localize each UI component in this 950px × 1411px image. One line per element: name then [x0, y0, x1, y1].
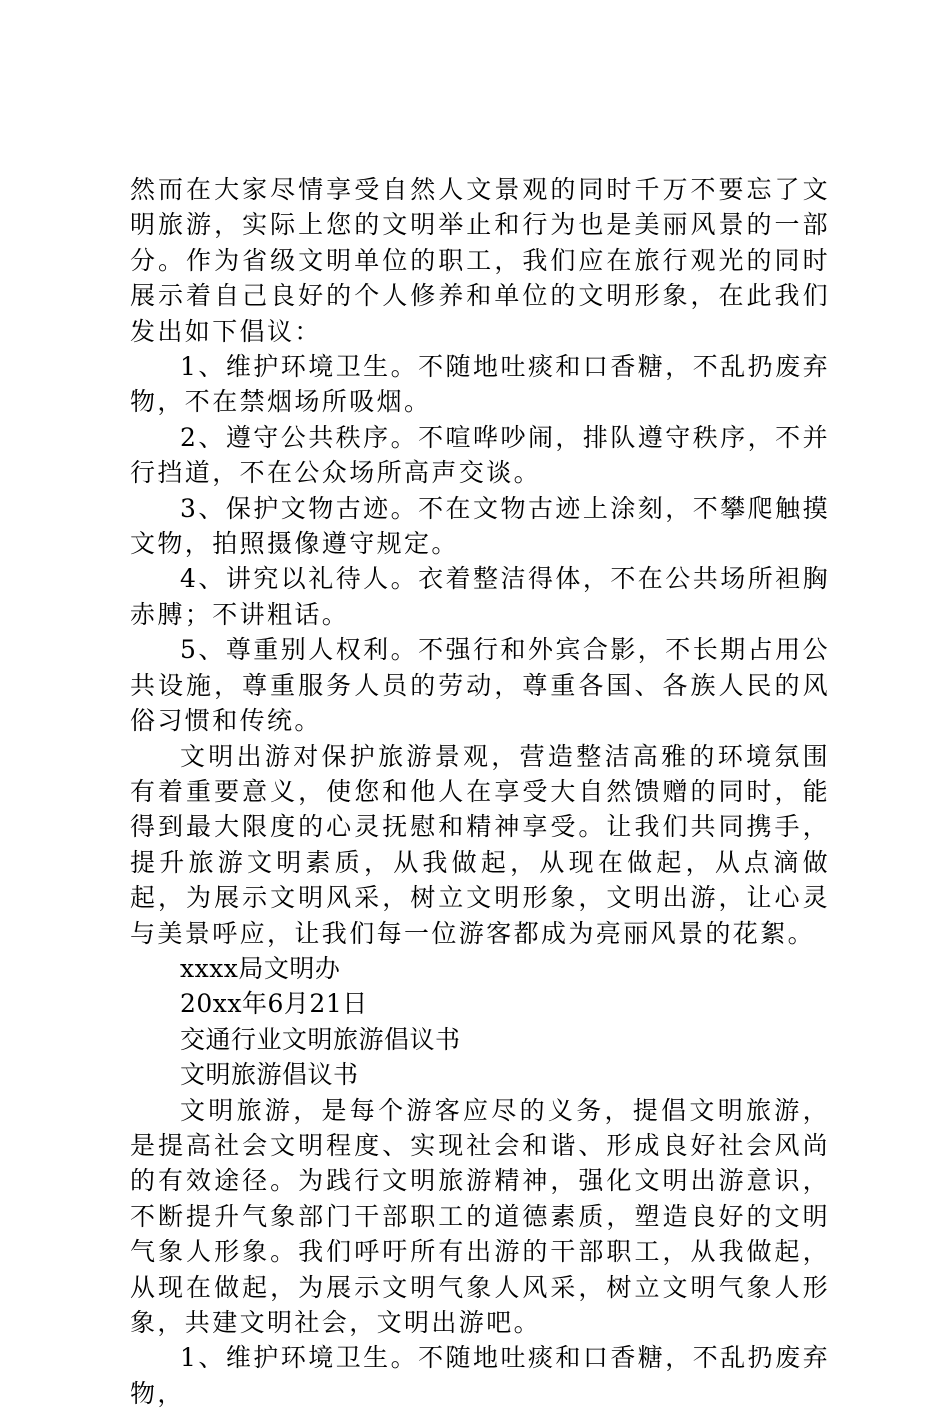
second-proposal-item-1: 1、维护环境卫生。不随地吐痰和口香糖，不乱扔废弃物，	[130, 1343, 830, 1408]
document-title: 交通行业文明旅游倡议书	[180, 1024, 461, 1054]
proposal-item-1: 1、维护环境卫生。不随地吐痰和口香糖，不乱扔废弃物，不在禁烟场所吸烟。	[130, 352, 830, 417]
intro-paragraph: 然而在大家尽情享受自然人文景观的同时千万不要忘了文明旅游，实际上您的文明举止和行为也是美丽风景的一部分。作为省级文明单位的职工，我们应在旅行观光的同时展示着自己良好的个人修养和单位的文明形象，在此我们发出如下倡议：	[130, 175, 830, 346]
section-title: 文明旅游倡议书	[180, 1060, 359, 1090]
proposal-item-4: 4、讲究以礼待人。衣着整洁得体，不在公共场所袒胸赤膊；不讲粗话。	[130, 564, 830, 629]
proposal-item-5: 5、尊重别人权利。不强行和外宾合影，不长期占用公共设施，尊重服务人员的劳动，尊重各国、各族人民的风俗习惯和传统。	[130, 635, 830, 736]
closing-paragraph: 文明出游对保护旅游景观，营造整洁高雅的环境氛围有着重要意义，使您和他人在享受大自然馈赠的同时，能得到最大限度的心灵抚慰和精神享受。让我们共同携手，提升旅游文明素质，从我做起，从现在做起，从点滴做起，为展示文明风采，树立文明形象，文明出游，让心灵与美景呼应，让我们每一位游客都成为亮丽风景的花絮。	[130, 741, 830, 948]
proposal-item-3: 3、保护文物古迹。不在文物古迹上涂刻，不攀爬触摸文物，拍照摄像遵守规定。	[130, 493, 830, 559]
document-body	[130, 172, 830, 1411]
second-intro-paragraph: 文明旅游，是每个游客应尽的义务，提倡文明旅游，是提高社会文明程度、实现社会和谐、形成良好社会风尚的有效途径。为践行文明旅游精神，强化文明出游意识，不断提升气象部门干部职工的道德素质，塑造良好的文明气象人形象。我们呼吁所有出游的干部职工，从我做起，从现在做起，为展示文明气象人风采，树立文明气象人形象，共建文明社会，文明出游吧。	[130, 1095, 830, 1337]
signature-office: xxxx局文明办	[180, 953, 341, 983]
proposal-item-2: 2、遵守公共秩序。不喧哗吵闹，排队遵守秩序，不并行挡道，不在公众场所高声交谈。	[130, 422, 830, 488]
signature-date: 20xx年6月21日	[180, 989, 368, 1019]
